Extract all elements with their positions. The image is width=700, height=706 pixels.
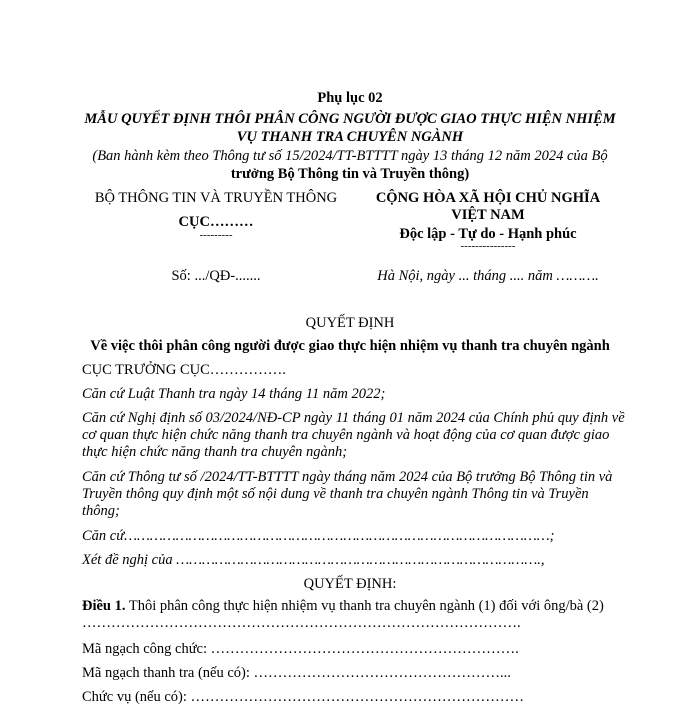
left-divider: --------- (199, 229, 233, 241)
decision-heading: QUYẾT ĐỊNH (305, 315, 395, 331)
place-and-date: Hà Nội, ngày ... tháng .... năm ………. (377, 268, 599, 284)
issued-note-line2: trưởng Bộ Thông tin và Truyền thông) (230, 166, 470, 182)
article-1 (82, 598, 627, 632)
article-1-label: Điều 1. (82, 598, 126, 614)
republic-name-line1: CỘNG HÒA XÃ HỘI CHỦ NGHĨA (375, 190, 601, 206)
appendix-label: Phụ lục 02 (317, 90, 383, 106)
republic-name-line2: VIỆT NAM (451, 207, 525, 223)
legal-basis-3: Căn cứ Thông tư số /2024/TT-BTTTT ngày tháng năm 2024 của Bộ trưởng Bộ Thông tin và Truyền thông quy định một số nội dung về thanh tra chuyên ngành Thông tin và Truyền thông; (82, 469, 613, 519)
decision-subject: Về việc thôi phân công người được giao thực hiện nhiệm vụ thanh tra chuyên ngành (90, 338, 610, 354)
position-field: Chức vụ (nếu có): …………………………………………………………… (82, 689, 525, 705)
inspector-code-field: Mã ngạch thanh tra (nếu có): ……………………………………………... (82, 665, 511, 681)
legal-basis-4: Căn cứ………………………………………………………………………………………; (82, 528, 555, 544)
national-motto: Độc lập - Tự do - Hạnh phúc (399, 226, 577, 242)
issuing-authority: CỤC TRƯỞNG CỤC……………. (82, 362, 286, 378)
legal-basis-1: Căn cứ Luật Thanh tra ngày 14 tháng 11 năm 2022; (82, 386, 386, 402)
department-name: CỤC……… (178, 214, 254, 230)
proposal-basis: Xét đề nghị của …………………………………………………………………………., (82, 552, 545, 568)
legal-basis-2: Căn cứ Nghị định số 03/2024/NĐ-CP ngày 11 tháng 01 năm 2024 của Chính phủ quy định về cơ quan thực hiện chức năng thanh tra chuyên ngành và hoạt động của cơ quan được giao thực hiện chức năng thanh tra chuyên ngành; (82, 410, 625, 460)
right-divider: --------------- (460, 240, 516, 252)
form-title-line1: MẪU QUYẾT ĐỊNH THÔI PHÂN CÔNG NGƯỜI ĐƯỢC GIAO THỰC HIỆN NHIỆM (84, 111, 616, 127)
ministry-name: BỘ THÔNG TIN VÀ TRUYỀN THÔNG (94, 190, 338, 206)
document-number: Số: .../QĐ-....... (171, 268, 261, 284)
issued-note-line1: (Ban hành kèm theo Thông tư số 15/2024/TT-BTTTT ngày 13 tháng 12 năm 2024 của Bộ (92, 148, 608, 164)
article-1-text: Thôi phân công thực hiện nhiệm vụ thanh tra chuyên ngành (1) đối với ông/bà (2) ………………………………………………………………………………. (82, 598, 604, 631)
decides-heading: QUYẾT ĐỊNH: (303, 576, 397, 592)
form-title-line2: VỤ THANH TRA CHUYÊN NGÀNH (236, 129, 464, 145)
civil-servant-code-field: Mã ngạch công chức: ………………………………………………………. (82, 641, 519, 657)
